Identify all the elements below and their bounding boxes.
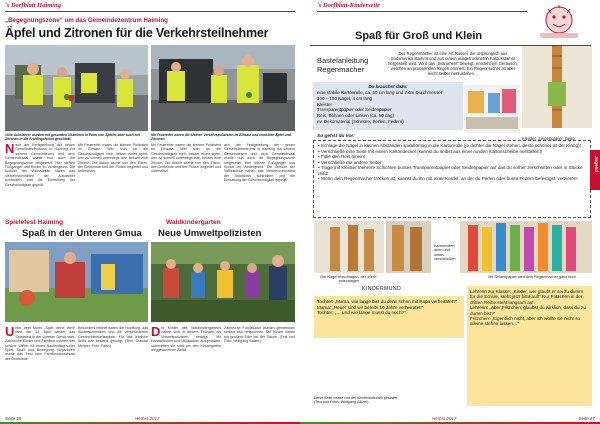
material-item: Transparentpapier oder Seidenpapier	[317, 107, 392, 113]
article1-caption: Viele Autofahrer wurden mit gesunden Vitaminen in Form von Äpfeln, aber auch mit Zitronen in die Frühlingsferien geschickt.	[5, 133, 140, 141]
article3-dropcap: D	[151, 326, 161, 339]
final-caption: Mit Seidenpapier wird dein Regenmacher ganz bunt	[488, 275, 576, 279]
right-page	[300, 0, 600, 424]
material-item: eine stabile Kartonrolle, ca. 50 cm lang und 7 cm Durchmesser	[317, 90, 443, 95]
article1-body-col2: Mit Feuereifer waren die kleinen Polizisten im Einsatz. Wer sich an die Geschwindigkeit hielt, bekam einen Apfel, wer zu schnell unterwegs war, bekam eine Zitrone. Die Aktion wurde von den Eltern, der Gemeinde und der Polizei begleitet und unterstützt.	[78, 143, 148, 174]
folio-left: Seite 26	[5, 416, 22, 421]
article3-body: ie Kinder des Waldkindergartens haben sich in diesem Frühjahr als Umweltpolizisten betätigt. Mit Handschuhen und Müllsacken ausgestattet, sammelten sie rund um den Kindergarten weggeworfenen Abfall.	[151, 326, 221, 353]
article1-body-col4: ach der Fertigstellung der neuen Gemeindezentrums in Haiming mit seinem Gemeindeamt und dem Gemeindesaal wurde nun auch die Begegnungszone umgesetzt. Hier stehen Fußgänger und Kinder im Vordergrund. Die Schüler der Volksschule haben das Verkehrsverhalten der Autofahrer kontrolliert und die Einhaltung der Geschwindigkeit geprüft.	[224, 143, 295, 183]
header-rule-right	[317, 11, 527, 12]
material-item: Reis, Bohnen oder Linsen (ca. 50 dag)	[317, 113, 395, 119]
header-rule	[5, 11, 295, 12]
bastel-subtitle: Bastelanleitung Regenmacher	[317, 56, 369, 74]
article3-kicker: Waldkindergarten	[166, 219, 221, 226]
rainmaker-photo	[522, 46, 592, 128]
step-item: • Schlage die Nägel in kleinen Abständen spiralförmig in die Kartonrolle (je dichter die Nägel stehen, desto schöner ist der Klang)!	[318, 143, 581, 148]
material-item: 100 – 150 Nägel, 4 cm lang	[317, 95, 373, 101]
article2-body: nter dem Motto „Spiel deine Welt“ fand am 14. April wieder das Spielefest in der Unteren Gmua statt. Zahlreiche Kinder und Familien nutzten das schöne Wetter für einen Nachmittag voller Spiel, Spaß und Bewegung. Organisiert wurde das Fest vom Familienausschuss der Gemeinde.	[5, 326, 75, 361]
article1-body: ach der Fertigstellung der neuen Gemeindezentrums in Haiming mit seinem Gemeindeamt und dem Gemeindesaal wurde nun auch die Begegnungszone umgesetzt. Hier stehen Fußgänger und Kinder im Vordergrund. Die Schüler der Volksschule haben das Verkehrsverhalten der Autofahrer kontrolliert und die Einhaltung der Geschwindigkeit geprüft.	[5, 143, 75, 187]
folio-mid-left: Herbst 2017	[135, 416, 160, 421]
article1-body-col3: Mit Feuereifer waren die kleinen Polizisten im Einsatz. Wer sich an die Geschwindigkeit hielt, bekam einen Apfel, wer zu schnell unterwegs war, bekam eine Zitrone. Die Aktion wurde von den Eltern, der Gemeinde und der Polizei begleitet und unterstützt.	[151, 143, 221, 174]
spielefest-photo	[5, 242, 148, 322]
step-item: • Wenn dein Regenmacher trocken ist, kannst du ihn mit einer Kordel, an der du Perlen oder bunte Federn befestigst, verzieren!	[318, 176, 578, 181]
credits: Diese Seite wurde von der Kinderbibliothek gestaltet. (Text und Fotos: Wolfgang Sälzer)	[314, 396, 399, 405]
materials-photo	[464, 85, 520, 133]
materials-title: Du brauchst dazu:	[368, 84, 408, 89]
article1-caption2: Mit Feuereifer waren die kleinen Verkehrspolizisten im Einsatz und verteilten Äpfel und Zitronen.	[151, 133, 291, 141]
nails-photo	[314, 221, 384, 273]
step-item: • Trage mit Kleister mehrere Schichten buntes Transparentpapier oder Seidenpapier auf das du vorher zerschnitten oder in Stücke reißt!	[318, 165, 583, 176]
material-item: Kleister	[317, 101, 333, 107]
rolls-photo	[386, 221, 431, 273]
side-tab	[590, 150, 600, 190]
materials-caption: Kleister, Seidenpapier, Deko	[522, 136, 575, 141]
side-tab-label: Jugend	[594, 156, 599, 173]
joke1-box: Tochter: „Mama, wie lange bist du denn schon mit Papa verheiratet?“ Mama: „Heuer sind wir bereits 10 Jahre verheiratet!“ Tochter: „… und wie lange musst du noch?“	[314, 296, 464, 338]
article2-body-col2: Besonders beliebt waren die Hupfburg, das Kinderschminken und die verschiedenen Geschicklichkeitsspiele. Für das leibliche Wohl war bestens gesorgt. (Text: Claudia Melmer, Foto: Pattis)	[78, 326, 148, 348]
article3-body-col1	[151, 326, 221, 408]
waldkindergarten-photo	[151, 242, 295, 322]
material-item: ev. Dekomaterial (Schnüre, Perlen, Federn)	[317, 118, 404, 124]
materials-box	[313, 82, 463, 130]
folio-right: Seite 27	[578, 416, 595, 421]
right-header-brand: 's Dorfblatt-Kinderseite	[317, 2, 381, 9]
steps-box	[313, 140, 591, 218]
joke2-box: Lehrerin zur Klasse: „Kinder, wer glaubt er sei zu dumm für die Schule, steht jetzt bitte auf!“ Nur Fritzchen in der dritten Reihe steht langsam auf. Lehrerin: „Aber Fritzchen, glaubst du wirklich, dass du zu dumm bist?“ Fritzchen: „Eigentlich nicht, aber ich wollte sie nicht so alleine stehen lassen…“	[467, 286, 592, 406]
traffic-photo-1	[5, 45, 148, 131]
article1-kicker: „Begegnungszone“ um das Gemeindezentrum Haiming	[5, 17, 168, 24]
left-header-brand: 's Dorfblatt Haiming	[5, 2, 61, 9]
article2-dropcap: U	[5, 326, 15, 339]
article2-title: Spaß in der Unteren Gmua	[22, 228, 142, 239]
kids-doodle-icon	[536, 3, 582, 41]
folio-mid-right: Herbst 2017	[432, 416, 457, 421]
colorful-rainmakers-photo	[460, 221, 592, 273]
article1-body-col1	[5, 143, 75, 215]
step-item: • Verschließe eine Seite mit einem Kartondeckel (kannst du selbst aus einer runden Kartonscheibe herstellen)!	[318, 148, 543, 154]
article1-dropcap: N	[5, 143, 15, 156]
kids-title: Spaß für Groß und Klein	[355, 30, 483, 42]
step-item: • Fülle den Reis hinein!	[318, 154, 366, 159]
steps-title: So gehst du vor:	[317, 134, 355, 139]
nails-caption: Die Nägel einschlagen, der „Kern“ einschlagen	[320, 275, 378, 284]
article2-body-col1	[5, 326, 75, 408]
article3-body-col2: Zahlreiche Fundstücke wurden gemeinsam sortiert und besprochen. Die Kinder waren mit großem Eifer bei der Sache. (Text und Foto: Wolfgang Sälzer)	[224, 326, 295, 344]
traffic-photo-2	[151, 45, 295, 131]
materials-list	[313, 89, 463, 126]
step-item: • Verschließe die andere Seite!	[318, 159, 381, 165]
article3-title: Neue Umweltpolizisten	[158, 228, 262, 239]
intro-text: Der Regenmacher ist eine Art Rassel, die ursprünglich aus Südamerika stammt und aus einem ausgetrockneten Kaktusstamm hergestellt wird. Wird das „Instrument“ bewegt, entsteht ein Geräusch, welches an prasselnden Regen erinnert. Ein Regenmacher ist aber leicht selber herzustellen…	[388, 51, 518, 76]
article2-kicker: Spielefest Haiming	[5, 219, 64, 226]
kindermund-title: KINDERMUND	[362, 286, 402, 292]
rolls-caption: Kartonrollen oben und unten verschließen	[434, 244, 456, 262]
article1-title: Äpfel und Zitronen für die Verkehrsteilnehmer	[5, 26, 269, 40]
